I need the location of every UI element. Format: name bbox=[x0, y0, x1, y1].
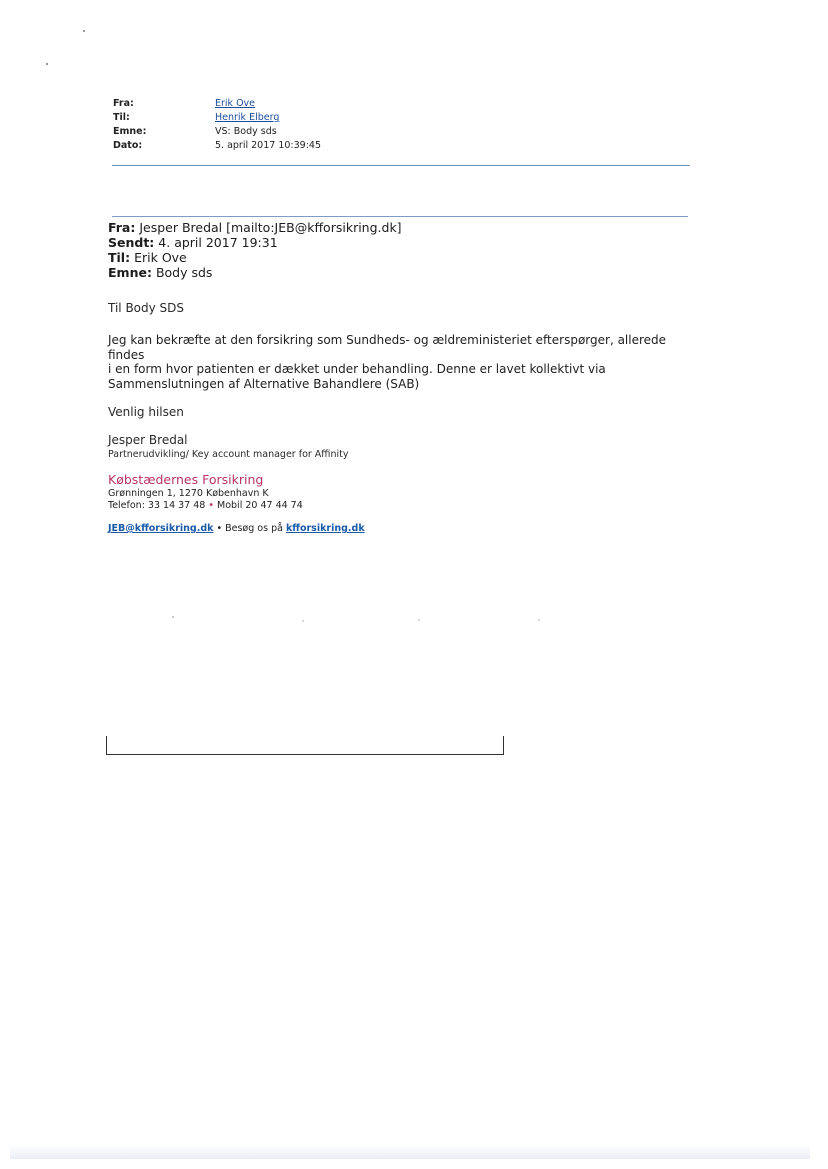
forwarded-subject: Emne: Body sds bbox=[108, 265, 213, 280]
salutation: Til Body SDS bbox=[108, 301, 185, 315]
message-body bbox=[108, 333, 700, 391]
forwarded-to: Til: Erik Ove bbox=[108, 250, 187, 265]
header-row-to bbox=[113, 111, 321, 125]
forwarded-from: Fra: Jesper Bredal [mailto:JEB@kfforsikring.dk] bbox=[108, 220, 402, 235]
company-name: Købstædernes Forsikring bbox=[108, 472, 264, 487]
body-line: Jeg kan bekræfte at den forsikring som Sundheds- og ældreministeriet efterspørger, allerede findes bbox=[108, 333, 667, 362]
forward-divider bbox=[112, 216, 688, 217]
signature-title: Partnerudvikling/ Key account manager for Affinity bbox=[108, 449, 349, 460]
header-row-subject bbox=[113, 125, 321, 139]
company-phones bbox=[108, 500, 303, 512]
scan-edge bbox=[10, 1145, 810, 1159]
header-label-date: Dato: bbox=[113, 140, 143, 151]
header-label-to: Til: bbox=[113, 112, 130, 123]
scan-speck bbox=[538, 619, 540, 621]
contact-line bbox=[108, 523, 365, 534]
header-row-date bbox=[113, 139, 321, 153]
signature-name: Jesper Bredal bbox=[108, 433, 188, 447]
company-address: Grønningen 1, 1270 København K bbox=[108, 488, 269, 499]
forwarded-header bbox=[108, 220, 402, 280]
header-row-from bbox=[113, 97, 321, 111]
scan-speck bbox=[302, 620, 304, 622]
bullet-separator: • bbox=[208, 500, 214, 511]
header-subject-value: VS: Body sds bbox=[215, 126, 277, 137]
email-header bbox=[113, 97, 321, 153]
scan-speck bbox=[172, 616, 174, 618]
website-link[interactable]: kfforsikring.dk bbox=[285, 523, 365, 534]
body-line: i en form hvor patienten er dækket under behandling. Denne er lavet kollektivt via bbox=[108, 362, 606, 376]
header-label-subject: Emne: bbox=[113, 126, 147, 137]
body-line: Sammenslutningen af Alternative Bahandlere (SAB) bbox=[108, 376, 420, 391]
scan-speck bbox=[418, 619, 420, 621]
scan-speck bbox=[83, 30, 85, 32]
header-divider bbox=[112, 165, 690, 166]
phone-number: Telefon: 33 14 37 48 bbox=[108, 500, 206, 511]
closing: Venlig hilsen bbox=[108, 405, 184, 419]
email-link[interactable]: JEB@kfforsikring.dk bbox=[108, 523, 214, 534]
company-address-block bbox=[108, 488, 303, 512]
bracket-line bbox=[106, 736, 504, 755]
header-to-link[interactable]: Henrik Elberg bbox=[215, 112, 280, 123]
visit-text: • Besøg os på bbox=[216, 523, 283, 534]
header-from-link[interactable]: Erik Ove bbox=[215, 98, 256, 109]
header-label-from: Fra: bbox=[113, 98, 134, 109]
header-date-value: 5. april 2017 10:39:45 bbox=[215, 140, 322, 151]
mobile-number: Mobil 20 47 44 74 bbox=[217, 500, 303, 511]
scan-speck bbox=[46, 63, 48, 65]
forwarded-sent: Sendt: 4. april 2017 19:31 bbox=[108, 235, 278, 250]
